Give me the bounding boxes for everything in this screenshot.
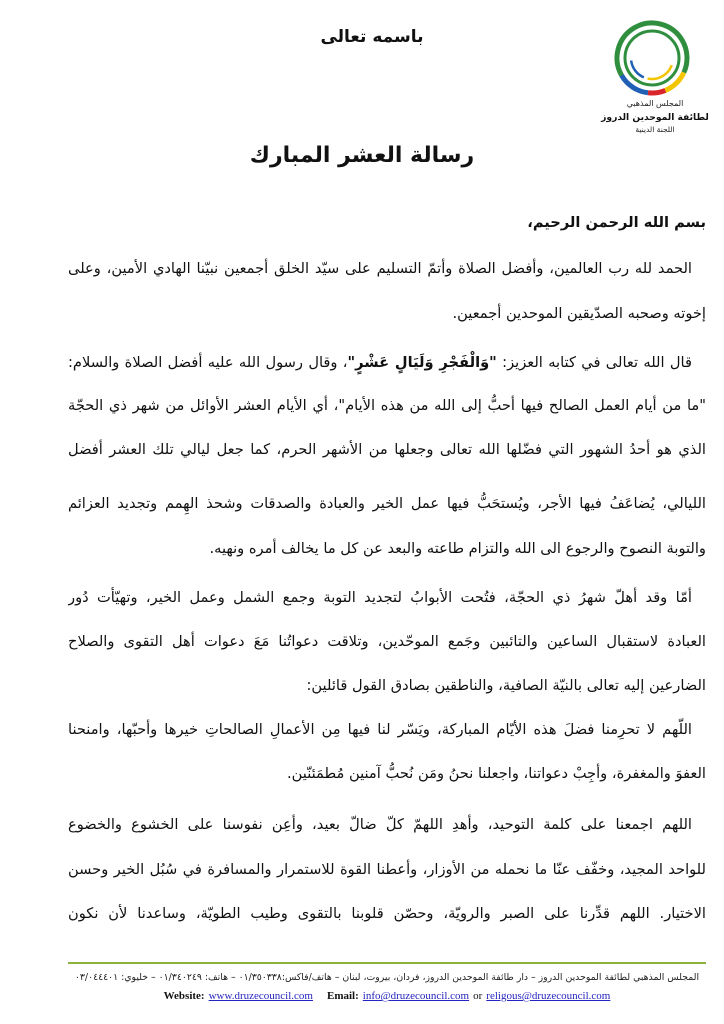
body-line-text: اللّهم لا تحرِمنا فضلَ هذه الأيّام المباركة، ويَسّر لنا فيها مِن الأعمالِ الصالحاتِ خيرها وأحبّها، وامنحنا xyxy=(68,721,692,738)
page-title xyxy=(162,140,562,172)
body-line xyxy=(68,209,706,235)
body-line-text: الذي هو أحدُ الشهور التي فضّلها الله تعالى وجعلها من الأشهر الحرم، كما جعل ليالي تلك العشر أفضل xyxy=(68,441,706,458)
body-line xyxy=(68,490,706,516)
footer-contacts xyxy=(68,988,706,1004)
body-line-text xyxy=(68,354,692,371)
email-alt-link[interactable]: religous@druzecouncil.com xyxy=(486,990,611,1002)
basmala-text: بسم الله الرحمن الرحيم، xyxy=(527,214,706,231)
body-line-text: الليالي، يُضاعَفُ فيها الأجر، ويُستحَبُّ فيها عمل الخير والعبادة والصدقات وشحذ الهِمم وتجديد العزائم xyxy=(68,495,706,512)
body-line-text: اللهم اجمعنا على كلمة التوحيد، وأهدِ اللهمّ كلّ ضالّ بعيد، وأعِن نفوسنا على الخشوع والخضوع xyxy=(68,816,692,833)
logo-inner-ring xyxy=(625,31,679,85)
body-line xyxy=(68,760,706,786)
footer-divider xyxy=(68,962,706,964)
logo-caption-community-text: لطائفة الموحدين الدروز xyxy=(601,113,709,123)
body-line xyxy=(68,255,692,281)
footer-address xyxy=(68,970,706,985)
invocation-heading xyxy=(300,22,444,52)
body-line-text: العبادة لاستقبال الساعين والتائبين وجَمع الموحّدين، وتلاقت دعواتُنا مَعَ دعوات أهل التقوى والصلاح xyxy=(68,633,706,650)
footer-address-text: المجلس المذهبي لطائفة الموحدين الدروز – دار طائفة الموحدين الدروز، فردان، بيروت، لبنان – هاتف/فاكس:٠١/٣٥٠٣٣٨ – هاتف: ٠١/٣٤٠٢٤٩ – خليوي: ٠٣/٠٤٤٤٠١ xyxy=(74,972,700,983)
website-label: Website: xyxy=(163,990,205,1002)
quran-quote-text: "وَالْفَجْرِ وَلَيَالٍ عَشْرٍ" xyxy=(347,354,497,371)
body-line-text: الاختيار. اللهم قدِّرنا على الصبر والرويّة، وحصّن قلوبنا بالتقوى وطيب الطويّة، وساعدنا لأن نكون xyxy=(68,905,706,922)
druze-council-logo-icon xyxy=(612,18,692,98)
body-line xyxy=(68,349,692,375)
body-line-text: أمّا وقد أهلّ شهرُ ذي الحجّة، فتُحت الأبوابُ لتجديد التوبة وجمع الشمل وعمل الخير، وتهيّأت دُور xyxy=(68,589,692,606)
body-line-text: العفوَ والمغفرة، وأجِبْ دعواتنا، واجعلنا نحنُ ومَن نُحبُّ آمنين مُطمَئنّين. xyxy=(287,765,706,782)
body-line xyxy=(68,900,706,926)
or-text: or xyxy=(473,990,483,1002)
website-link[interactable]: www.druzecouncil.com xyxy=(208,990,313,1002)
logo-caption-community xyxy=(600,109,710,125)
body-line xyxy=(68,856,706,882)
body-line-text: الحمد لله رب العالمين، وأفضل الصلاة وأتمّ التسليم على سيّد الخلق أجمعين نبيّنا الهادي الأمين، وعلى xyxy=(68,260,692,277)
quote-outro-text: ، وقال رسول الله عليه أفضل الصلاة والسلام: xyxy=(68,354,348,371)
logo-caption-committee-text: اللجنة الدينية xyxy=(635,125,675,134)
email-link[interactable]: info@druzecouncil.com xyxy=(362,990,470,1002)
body-line xyxy=(68,436,706,462)
body-line xyxy=(68,811,692,837)
quote-intro-text: قال الله تعالى في كتابه العزيز: xyxy=(496,354,692,371)
body-line xyxy=(68,584,692,610)
invocation-text: باسمه تعالى xyxy=(320,27,424,47)
body-line xyxy=(68,716,692,742)
logo-caption-committee xyxy=(600,124,710,136)
body-line-text: للواحد المجيد، وخفّف عنّا ما نحمله من الأوزار، وأعطنا القوة للاستمرار والمسافرة في سُبُل الخير وحسن xyxy=(68,861,706,878)
body-line-text: "ما من أيام العمل الصالح فيها أحبُّ إلى الله من هذه الأيام"، أي الأيام العشر الأوائل من شهر ذي الحجّة xyxy=(68,397,706,414)
body-line xyxy=(68,628,706,654)
body-line-text: والتوبة النصوح والرجوع الى الله والتزام طاعته والبعد عن كل ما يخالف أمره ونهيه. xyxy=(209,540,706,557)
body-line xyxy=(68,535,706,561)
email-label: Email: xyxy=(326,990,359,1002)
body-line xyxy=(68,392,706,418)
body-line xyxy=(68,672,706,698)
body-line xyxy=(68,300,706,326)
body-line-text: إخوته وصحبه الصدّيقين الموحدين أجمعين. xyxy=(452,305,706,322)
page-title-text: رسالة العشر المبارك xyxy=(249,143,475,168)
body-line-text: الضارعين إليه تعالى بالنيّة الصافية، والناطقين بصادق القول قائلين: xyxy=(306,677,706,694)
logo-caption-council-text: المجلس المذهبي xyxy=(626,99,684,108)
